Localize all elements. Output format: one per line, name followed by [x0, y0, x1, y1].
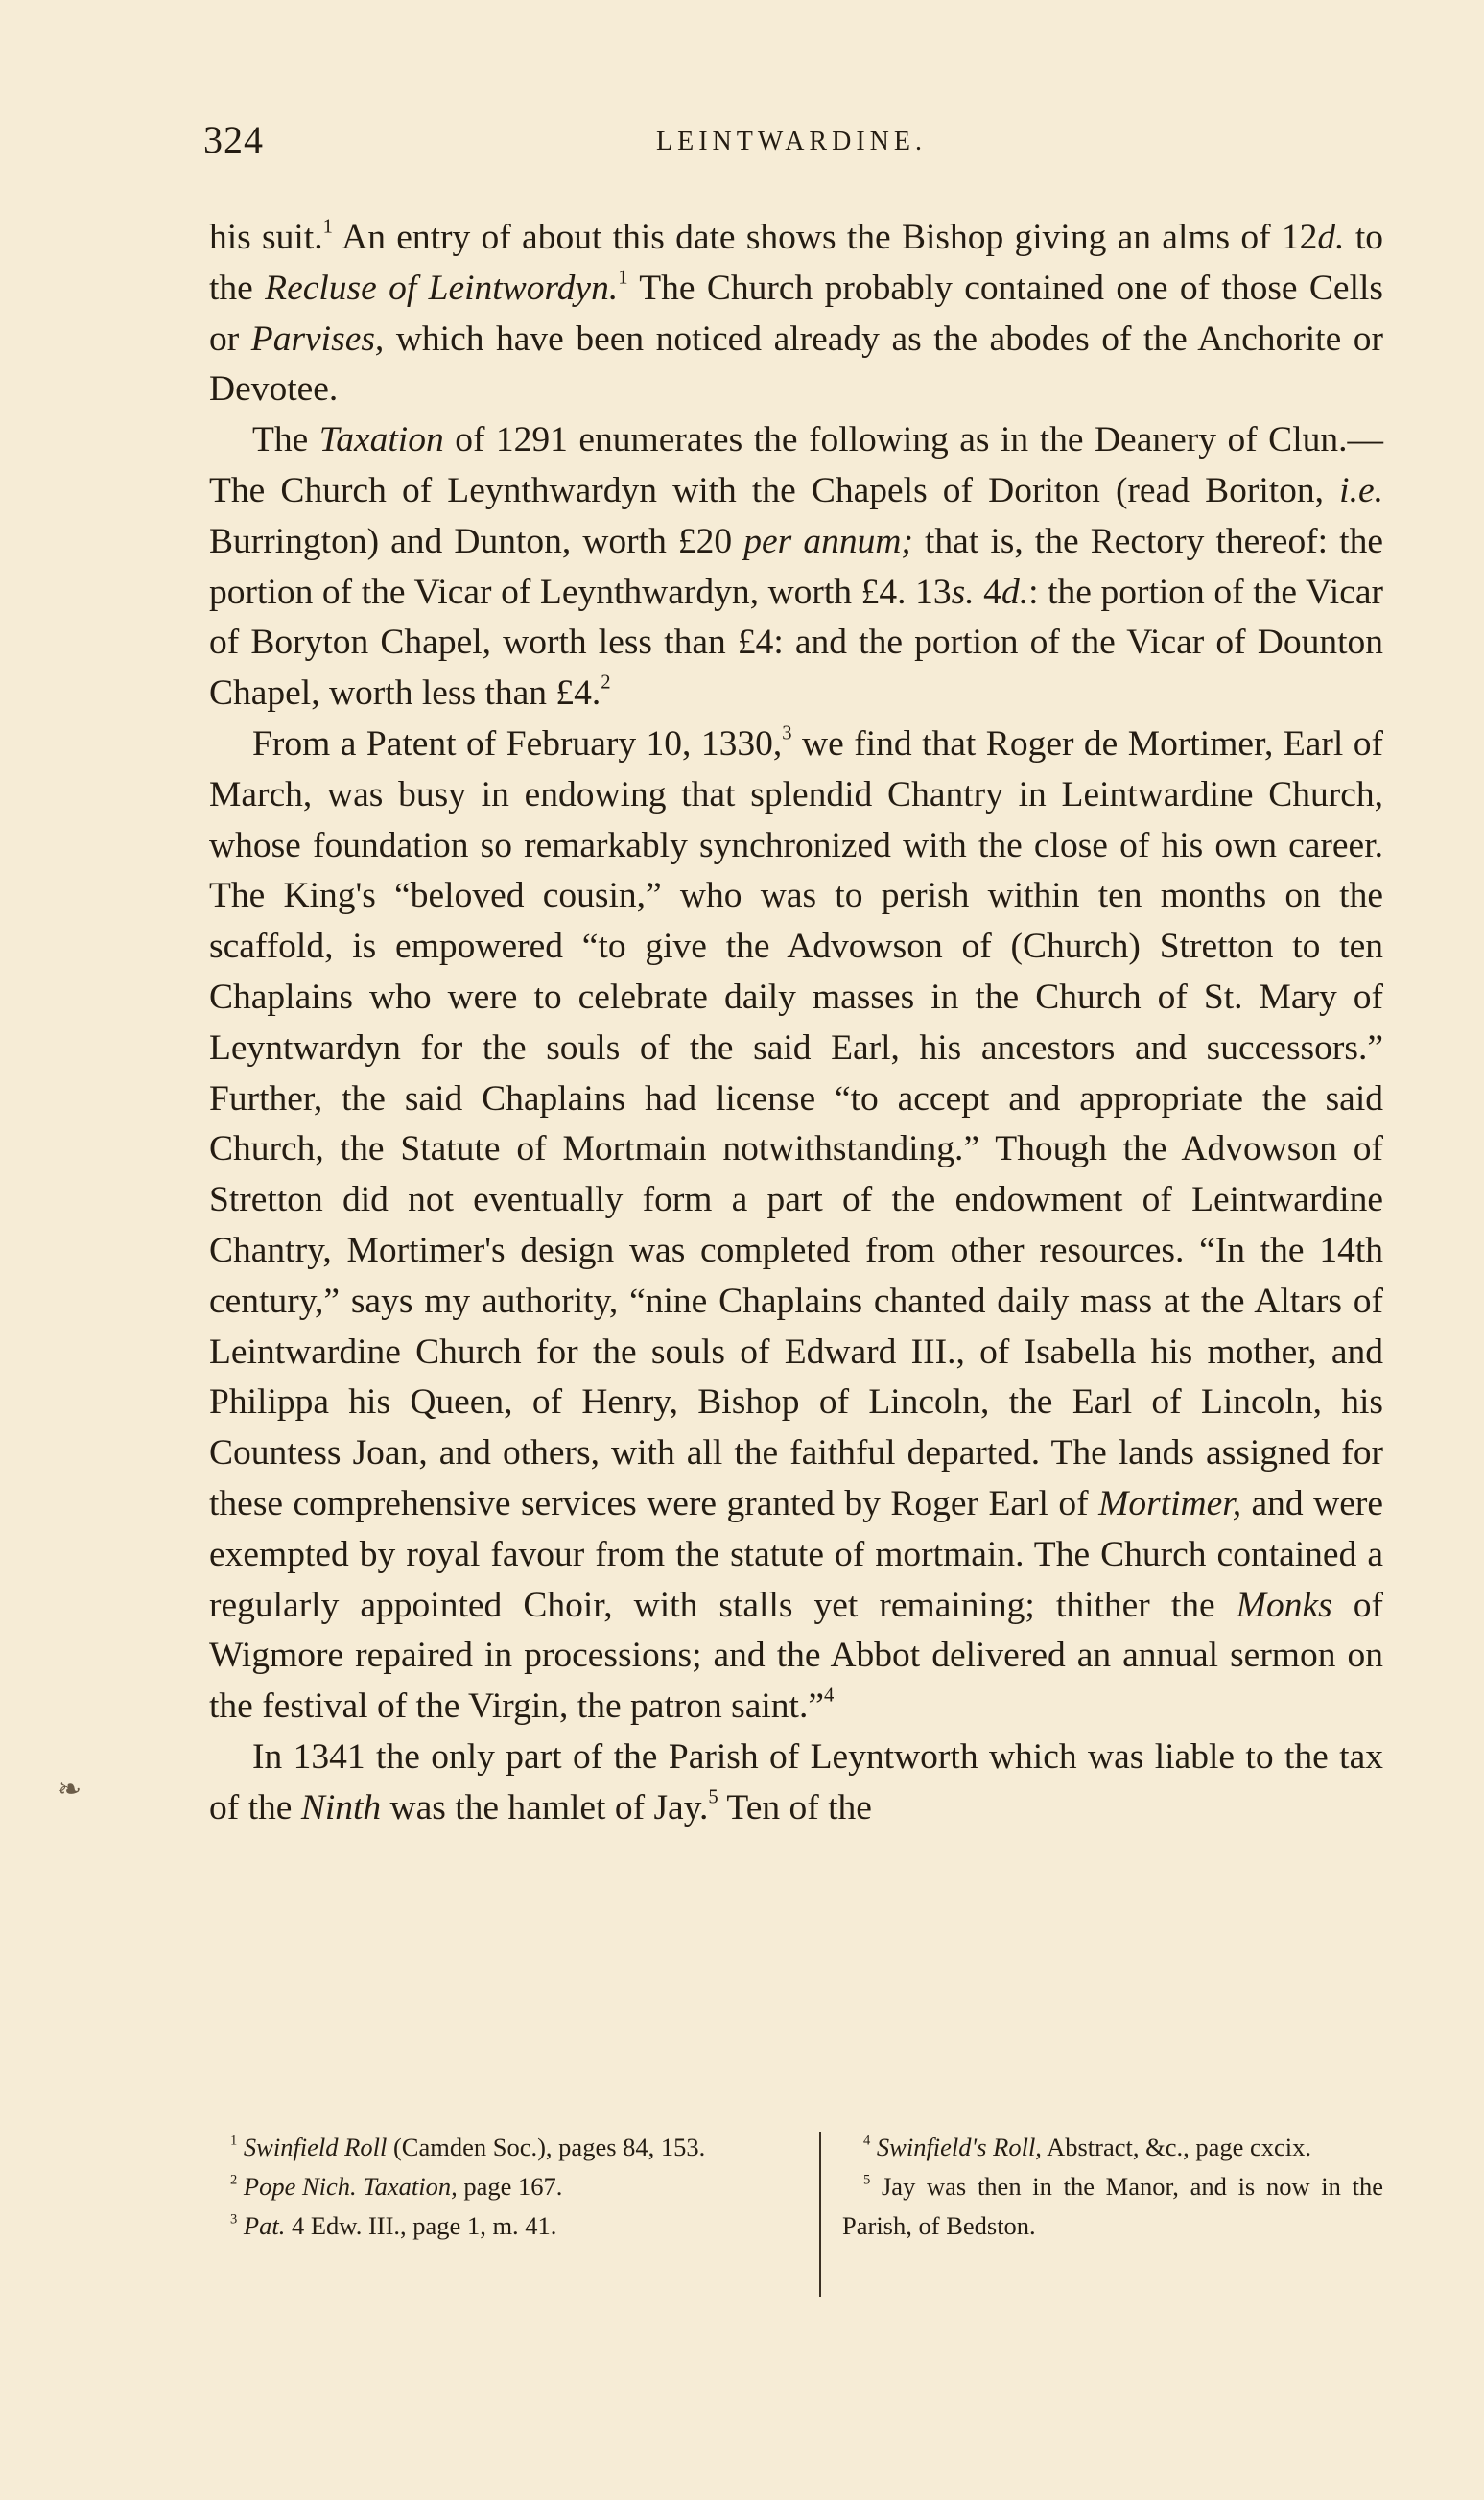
footnote-ref: 2	[601, 672, 611, 694]
footnote-ref: 1	[322, 216, 333, 238]
footnotes-right-column	[842, 2128, 1383, 2246]
page-header	[203, 117, 1379, 175]
footnote-ref: 1	[618, 267, 628, 289]
footnote-2: $^2$ Pope Nich. Taxation, page 167.	[230, 2172, 563, 2201]
footnotes-left-column	[209, 2128, 796, 2246]
footnote-ref: 4	[824, 1685, 835, 1707]
footnote-5: $^5$ Jay was then in the Manor, and is now in the Parish, of Bedston.	[842, 2172, 1383, 2240]
marginal-ornament-icon: ❧	[58, 1774, 82, 1805]
footnote-ref: 3	[782, 722, 792, 744]
body-text	[209, 213, 1383, 1834]
running-head: LEINTWARDINE.	[656, 127, 927, 156]
paragraph-3: From a Patent of February 10, 1330,$^3$ we find that Roger de Mortimer, Earl of March, was busy in endowing that splendid Chantry in Leintwardine Church, whose foundation so remarkably synchronized with the close of his own career. The King's “beloved cousin,” who was to perish within ten months on the scaffold, is empowered “to give the Advowson of (Church) Stretton to ten Chaplains who were to celebrate daily masses in the Church of St. Mary of Leyntwardyn for the souls of the said Earl, his ancestors and successors.” Further, the said Chaplains had license “to accept and appropriate the said Church, the Statute of Mortmain notwithstanding.” Though the Advowson of Stretton did not eventually form a part of the endowment of Leintwardine Chantry, Mortimer's design was completed from other resources. “In the 14th century,” says my authority, “nine Chaplains chanted daily mass at the Altars of Leintwardine Church for the souls of Edward III., of Isabella his mother, and Philippa his Queen, of Henry, Bishop of Lincoln, the Earl of Lincoln, his Countess Joan, and others, with all the faithful departed. The lands assigned for these comprehensive services were granted by Roger Earl of Mortimer, and were exempted by royal favour from the statute of mortmain. The Church contained a regularly appointed Choir, with stalls yet remaining; thither the Monks of Wigmore repaired in processions; and the Abbot delivered an annual sermon on the festival of the Virgin, the patron saint.”$^4$	[209, 722, 1383, 1727]
footnote-ref: 5	[708, 1786, 718, 1808]
paragraph-2: The Taxation of 1291 enumerates the following as in the Deanery of Clun.—The Church of Leynthwardyn with the Chapels of Doriton (read Boriton, i.e. Burrington) and Dunton, worth £20 per annum; that is, the Rectory thereof: the portion of the Vicar of Leynthwardyn, worth £4. 13s. 4d.: the portion of the Vicar of Boryton Chapel, worth less than £4: and the portion of the Vicar of Dounton Chapel, worth less than £4.$^2$	[209, 420, 1383, 714]
footnote-3: $^3$ Pat. 4 Edw. III., page 1, m. 41.	[230, 2211, 557, 2240]
footnote-1: $^1$ Swinfield Roll (Camden Soc.), pages 84, 153.	[230, 2133, 706, 2161]
paragraph-4: In 1341 the only part of the Parish of Leyntworth which was liable to the tax of the Ninth was the hamlet of Jay.$^5$ Ten of the	[209, 1736, 1383, 1828]
footnote-4: $^4$ Swinfield's Roll, Abstract, &c., page cxcix.	[863, 2133, 1312, 2161]
page-number: 324	[203, 118, 264, 161]
paragraph-1: his suit.$^1$ An entry of about this date shows the Bishop giving an alms of 12d. to the Recluse of Leintwordyn.$^1$ The Church probably contained one of those Cells or Parvises, which have been noticed already as the abodes of the Anchorite or Devotee.	[209, 216, 1384, 410]
footnote-column-divider	[819, 2132, 821, 2297]
footnotes	[209, 2128, 1383, 2291]
